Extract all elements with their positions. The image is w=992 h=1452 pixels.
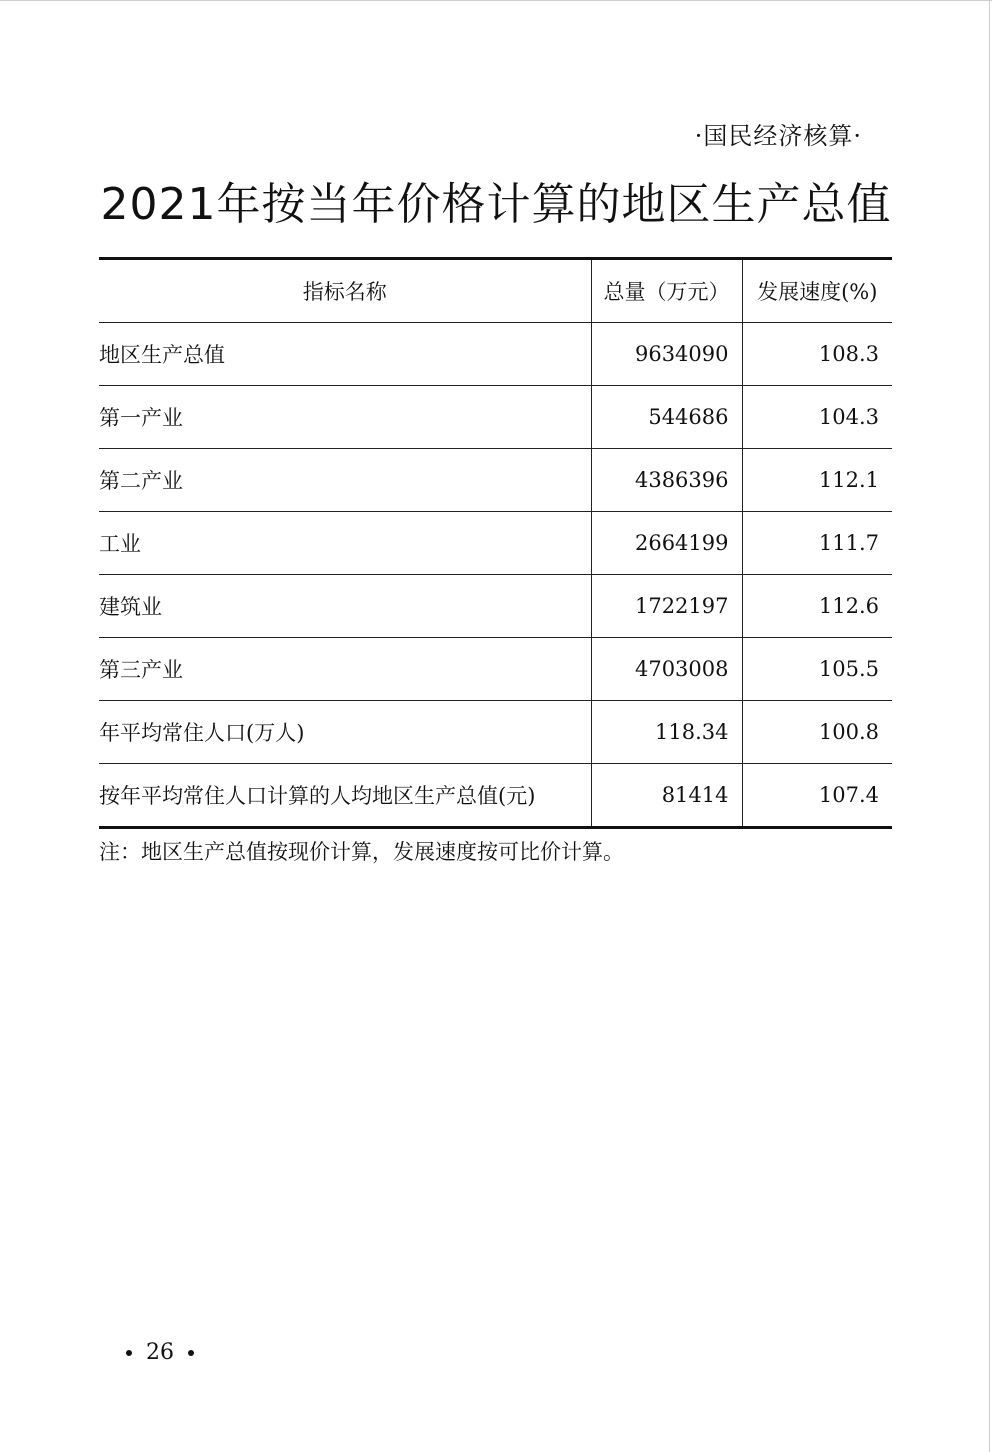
row-total: 1722197: [591, 575, 742, 638]
page-right-edge: [989, 0, 990, 1452]
page-title: 2021年按当年价格计算的地区生产总值: [100, 179, 892, 230]
table-row: [99, 638, 892, 701]
gdp-table: [99, 257, 892, 829]
row-growth: 104.3: [742, 386, 892, 449]
row-growth: 111.7: [742, 512, 892, 575]
table-row: [99, 512, 892, 575]
row-name: 年平均常住人口(万人): [99, 701, 591, 764]
row-name: 第二产业: [99, 449, 591, 512]
row-name: 按年平均常住人口计算的人均地区生产总值(元): [99, 764, 591, 828]
table-row: [99, 449, 892, 512]
table-row: [99, 701, 892, 764]
row-total: 4386396: [591, 449, 742, 512]
row-total: 9634090: [591, 323, 742, 386]
row-name: 第一产业: [99, 386, 591, 449]
page-number: [112, 1340, 208, 1365]
row-name: 建筑业: [99, 575, 591, 638]
table-note: 注：地区生产总值按现价计算，发展速度按可比价计算。: [99, 840, 624, 864]
table-row: [99, 764, 892, 828]
table-row: [99, 575, 892, 638]
row-total: 118.34: [591, 701, 742, 764]
row-growth: 100.8: [742, 701, 892, 764]
row-growth: 112.6: [742, 575, 892, 638]
row-name: 地区生产总值: [99, 323, 591, 386]
row-growth: 112.1: [742, 449, 892, 512]
table-row: [99, 386, 892, 449]
table-row: [99, 323, 892, 386]
row-growth: 105.5: [742, 638, 892, 701]
row-total: 544686: [591, 386, 742, 449]
header-indicator-name: 指标名称: [99, 259, 591, 323]
row-name: 第三产业: [99, 638, 591, 701]
section-header: ·国民经济核算·: [694, 122, 862, 150]
header-total: 总量（万元）: [591, 259, 742, 323]
row-name: 工业: [99, 512, 591, 575]
bullet-icon: [188, 1350, 194, 1356]
row-growth: 107.4: [742, 764, 892, 828]
header-growth-rate: 发展速度(%): [742, 259, 892, 323]
row-total: 81414: [591, 764, 742, 828]
bullet-icon: [126, 1350, 132, 1356]
row-total: 2664199: [591, 512, 742, 575]
row-total: 4703008: [591, 638, 742, 701]
row-growth: 108.3: [742, 323, 892, 386]
page-number-value: 26: [146, 1340, 174, 1365]
page-top-edge: [0, 0, 992, 1]
table-header-row: [99, 259, 892, 323]
